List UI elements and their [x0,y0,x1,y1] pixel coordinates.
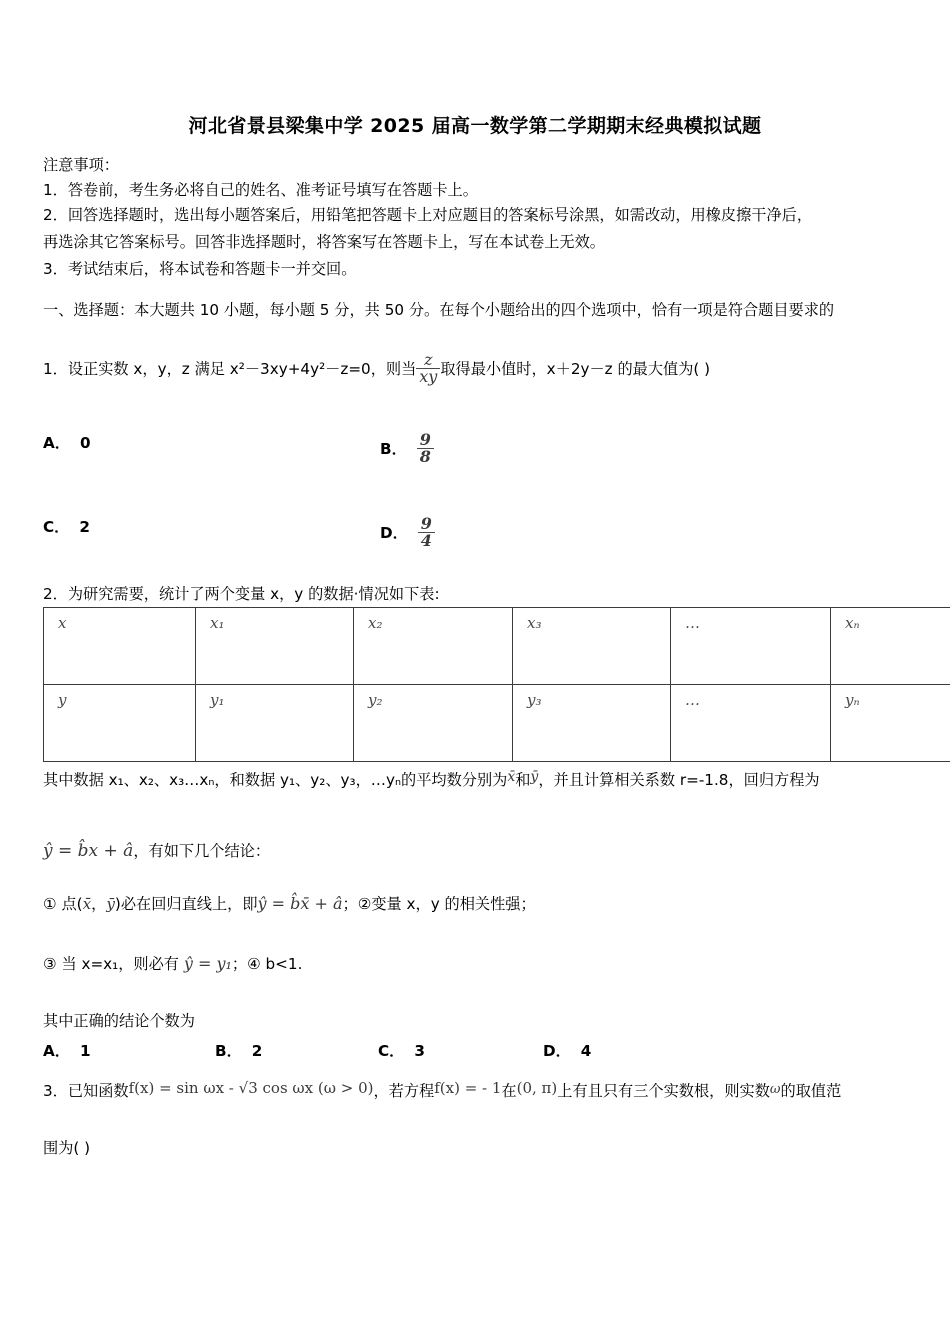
question-2-regression-equation: ŷ = b̂x + â [43,841,134,861]
question-2-mean-x: x̄ [507,769,516,785]
question-1-option-b[interactable] [380,432,434,465]
question-2-conclusion-3-prefix: ③ 当 x=x₁，则必有 [43,955,179,973]
question-1-option-d-numerator: 9 [420,514,432,533]
question-1-option-b-denominator: 8 [417,448,434,465]
question-3-equation: f(x) = - 1 [434,1079,502,1097]
question-3-stem [43,1075,907,1105]
table-cell-y2: y₂ [354,685,513,762]
table-cell-y1: y₁ [196,685,354,762]
table-cell-x2: x₂ [354,608,513,685]
question-1-option-a[interactable] [43,432,91,453]
question-2-stem-text: 为研究需要，统计了两个变量 x，y 的数据·情况如下表: [67,585,440,603]
question-1-option-b-label: B． [380,440,407,458]
question-1-option-a-label: A． [43,434,70,452]
question-1-option-c[interactable] [43,516,90,537]
note-item-2-cont: 再选涂其它答案标号。回答非选择题时，将答案写在答题卡上，写在本试卷上无效。 [43,233,605,251]
question-1-fraction-denominator: xy [416,368,440,385]
variable-data-table [43,607,950,762]
question-1-option-d-denominator: 4 [418,532,435,549]
question-2-option-c[interactable] [378,1040,425,1061]
question-2-note-and: 和 [515,771,531,789]
question-2-option-a[interactable] [43,1040,91,1061]
table-cell-yn: yₙ [831,685,950,762]
question-1-fraction [416,352,440,385]
question-1-option-d[interactable] [380,516,435,549]
question-2-option-b-value: 2 [251,1041,263,1060]
question-2-mean-y: ȳ [530,769,539,785]
question-1-option-c-label: C． [43,518,70,536]
question-3-mid-4: 的取值范 [780,1082,842,1100]
note-item-1: 1．答卷前，考生务必将自己的姓名、准考证号填写在答题卡上。 [43,181,478,199]
question-3-lead: 已知函数 [67,1082,129,1100]
question-2-conclusion-4: ④ b<1. [247,955,303,973]
question-2-conclusion-1 [43,890,907,918]
table-cell-y-ellipsis: … [671,685,831,762]
note-item-3: 3．考试结束后，将本试卷和答题卡一并交回。 [43,260,357,278]
question-2-equation-tail: ，有如下几个结论： [133,842,270,860]
question-2-note-part1: 其中数据 x₁、x₂、x₃…xₙ，和数据 y₁、y₂、y₃，…yₙ的平均数分别为 [43,771,508,789]
section-heading: 一、选择题：本大题共 10 小题，每小题 5 分，共 50 分。在每个小题给出的四个选项中，恰有一项是符合题目要求的 [43,301,835,319]
question-2-conclusion-2: ②变量 x，y 的相关性强； [357,895,536,913]
question-3-mid-1: ，若方程 [373,1082,435,1100]
question-3-interval: (0, π) [516,1079,558,1097]
table-cell-x3: x₃ [513,608,671,685]
question-2-option-d[interactable] [543,1040,591,1061]
question-3-mid-3: 上有且只有三个实数根，则实数 [557,1082,770,1100]
question-3-stem-cont: 围为( ) [43,1139,91,1157]
table-cell-xn: xₙ [831,608,950,685]
question-2-options-row [43,1040,907,1068]
question-2-stem [43,581,907,608]
question-3-number: 3． [43,1082,68,1100]
question-2-option-c-label: C． [378,1042,405,1060]
table-cell-x1: x₁ [196,608,354,685]
question-2-note [43,764,907,794]
table-cell-x-ellipsis: … [671,608,831,685]
table-cell-y3: y₃ [513,685,671,762]
question-1-option-d-label: D． [380,524,408,542]
table-row-x [44,608,950,685]
question-2-option-d-value: 4 [580,1041,592,1060]
question-2-note-part2: ，并且计算相关系数 r=-1.8，回归方程为 [538,771,820,789]
question-1-option-a-value: 0 [79,433,91,452]
question-1-option-b-numerator: 9 [419,430,431,449]
question-2-option-a-label: A． [43,1042,70,1060]
question-2-conclusion-1-semicolon: ； [342,895,358,913]
question-3-function: f(x) = sin ωx - √3 cos ωx (ω > 0) [128,1079,374,1097]
question-2-option-c-value: 3 [414,1041,425,1060]
question-1-number: 1． [43,360,68,378]
question-2-conclusion-1-mean-x: x̄ [82,895,92,913]
note-item-2: 2．回答选择题时，选出每小题答案后，用铅笔把答题卡上对应题目的答案标号涂黑，如需改动，用橡皮擦干净后， [43,206,813,224]
table-row-y [44,685,950,762]
question-2-number: 2． [43,585,68,603]
question-2-option-d-label: D． [543,1042,571,1060]
question-2-conclusion-1-mean-y: ȳ [106,895,115,913]
table-cell-x-header: x [44,608,196,685]
question-1-stem [43,352,907,385]
question-2-conclusion-3-4 [43,950,907,978]
question-2-conclusion-1-comma: ， [91,895,107,913]
question-1-option-c-value: 2 [79,517,90,536]
question-2-conclusion-1-prefix: ① 点( [43,895,83,913]
question-2-conclusion-1-equation: ŷ = b̂x̄ + â [257,894,343,913]
question-3-mid-2: 在 [501,1082,517,1100]
question-1-fraction-numerator: z [424,350,433,369]
question-2-regression-equation-line [43,838,907,865]
table-cell-y-header: y [44,685,196,762]
question-2-option-b[interactable] [215,1040,262,1061]
question-1-option-d-fraction [418,516,435,549]
question-1-options-row-1 [43,430,907,466]
question-1-option-b-fraction [417,432,434,465]
question-2-conclusion-3-semicolon: ； [231,955,248,973]
question-3-omega-symbol: ω [769,1082,781,1097]
question-1-text-before: 设正实数 x，y，z 满足 x²－3xy+4y²－z=0，则当 [67,360,417,378]
question-2-option-b-label: B． [215,1042,242,1060]
question-2-conclusion-1-middle: )必在回归直线上，即 [114,895,258,913]
question-1-options-row-2 [43,514,907,550]
question-2-conclusion-3-equation: ŷ = y₁ [183,954,232,973]
question-2-ask: 其中正确的结论个数为 [43,1012,195,1030]
page-title: 河北省景县梁集中学 2025 届高一数学第二学期期末经典模拟试题 [188,115,762,137]
question-2-option-a-value: 1 [79,1041,91,1060]
notes-heading: 注意事项： [43,156,119,174]
question-1-text-after: 取得最小值时，x＋2y－z 的最大值为( ) [440,360,711,378]
